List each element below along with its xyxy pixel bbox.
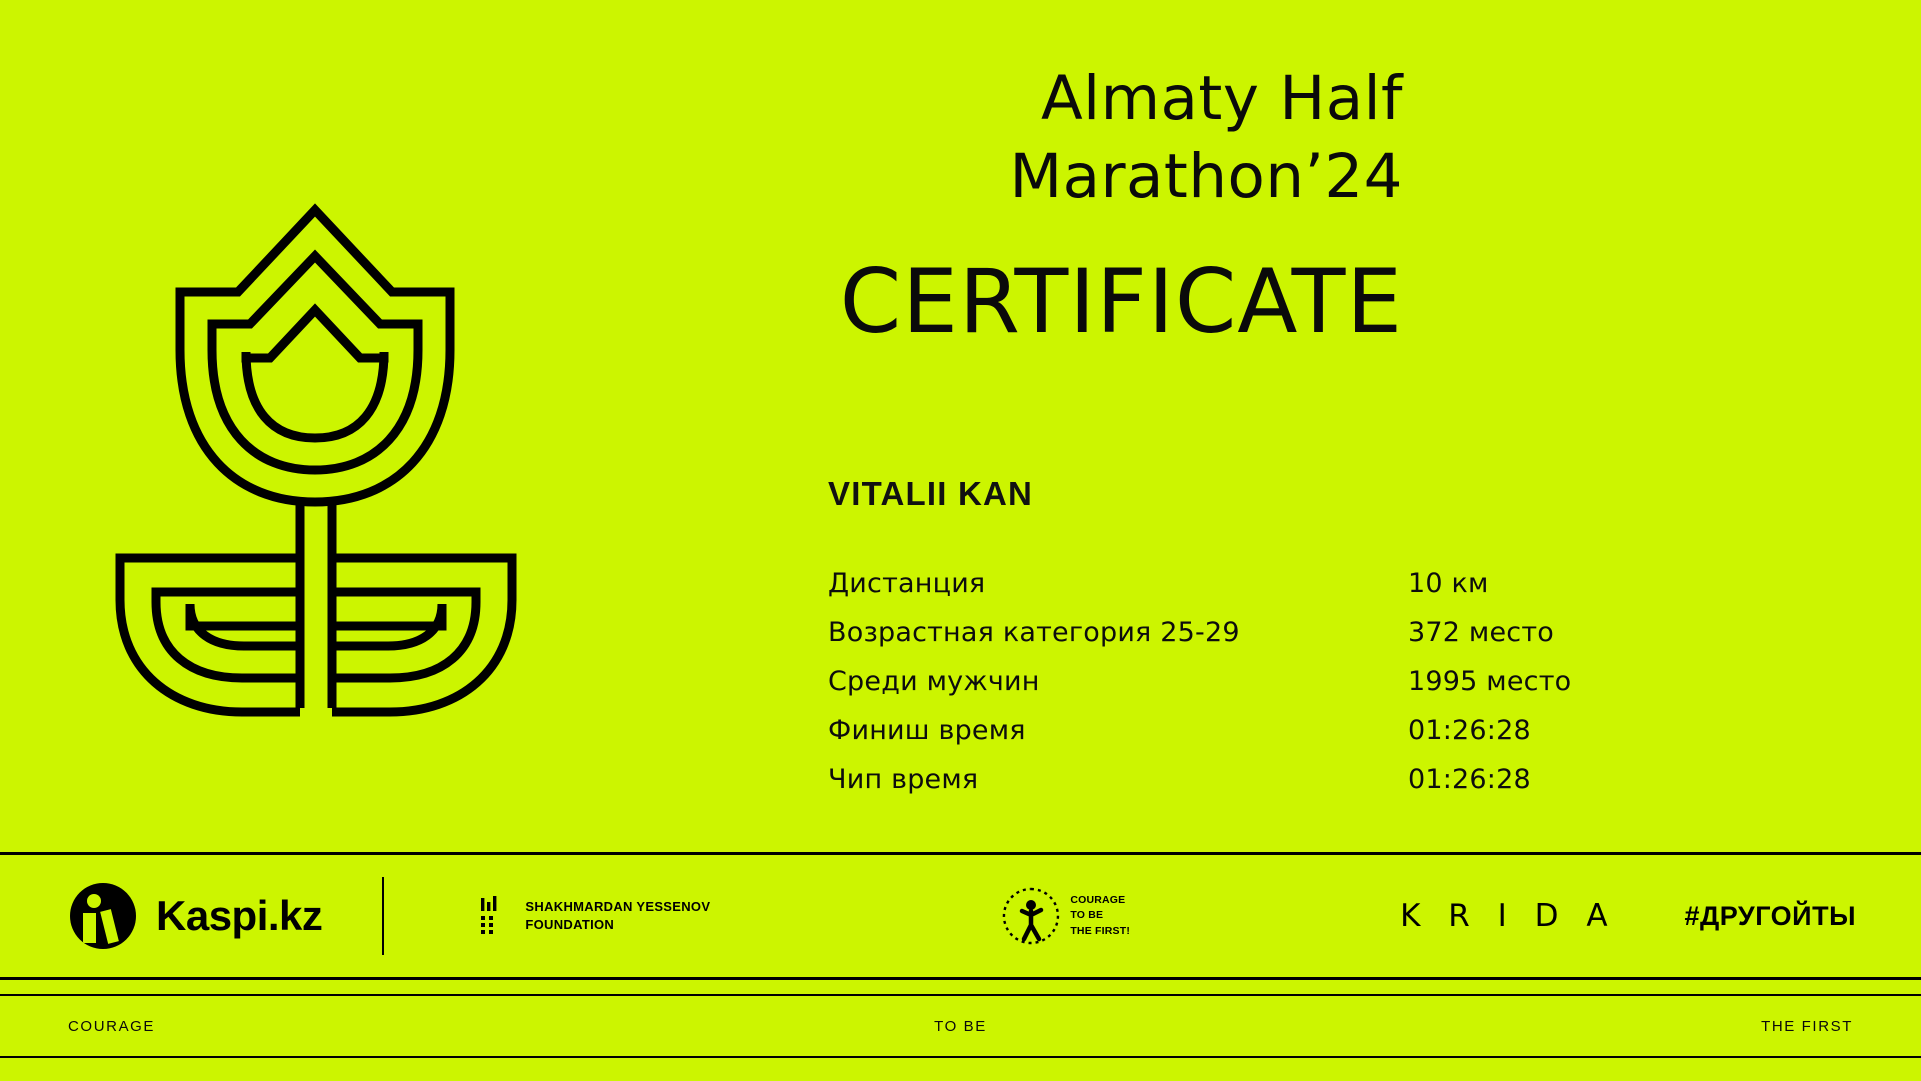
row-value: 01:26:28 xyxy=(1408,764,1531,795)
row-value: 372 место xyxy=(1408,617,1554,648)
courage-fund-text xyxy=(1070,893,1130,939)
sponsor-divider xyxy=(382,877,384,955)
yessenov-line-1: SHAKHMARDAN YESSENOV xyxy=(525,899,711,915)
kaspi-logo-icon xyxy=(70,883,136,949)
row-label: Чип время xyxy=(828,764,979,795)
motto-right: THE FIRST xyxy=(1761,1017,1853,1035)
row-label: Финиш время xyxy=(828,715,1026,746)
courage-fund-line-3: THE FIRST! xyxy=(1070,924,1131,937)
athlete-name: VITALII KAN xyxy=(828,475,1034,512)
title-block xyxy=(23,60,1403,354)
row-label: Возрастная категория 25-29 xyxy=(828,617,1240,648)
sponsor-kaspi xyxy=(70,883,322,949)
table-row xyxy=(828,568,1648,599)
row-value: 10 км xyxy=(1408,568,1489,599)
document-type-title: CERTIFICATE xyxy=(839,250,1403,354)
sponsor-drugoyty-label: #ДРУГОЙТЫ xyxy=(1684,900,1856,931)
kaspi-label: Kaspi.kz xyxy=(156,892,323,939)
sponsor-krida-label: K R I D A xyxy=(1400,898,1617,934)
result-details xyxy=(828,475,1688,813)
sponsor-strip xyxy=(0,855,1921,977)
yessenov-line-2: FOUNDATION xyxy=(525,917,615,932)
yessenov-text xyxy=(525,898,710,933)
divider-motto-bottom xyxy=(0,1056,1921,1058)
table-row xyxy=(828,666,1648,697)
row-label: Среди мужчин xyxy=(828,666,1040,697)
table-row xyxy=(828,715,1648,746)
yessenov-foundation-icon xyxy=(479,896,513,936)
row-value: 01:26:28 xyxy=(1408,715,1531,746)
sponsor-yessenov xyxy=(479,896,710,936)
row-value: 1995 место xyxy=(1408,666,1572,697)
courage-fund-line-2: TO BE xyxy=(1070,909,1104,922)
strip-spacer xyxy=(0,980,1921,994)
sponsor-courage-fund xyxy=(1000,885,1130,947)
result-rows xyxy=(828,568,1648,795)
footer-motto xyxy=(0,996,1921,1056)
event-title-line-2: Marathon’24 xyxy=(1009,141,1403,213)
motto-left: COURAGE xyxy=(68,1017,156,1035)
table-row xyxy=(828,617,1648,648)
row-label: Дистанция xyxy=(828,568,986,599)
courage-fund-line-1: COURAGE xyxy=(1070,894,1126,907)
table-row xyxy=(828,764,1648,795)
courage-runner-icon xyxy=(1000,885,1062,947)
event-title-line-1: Almaty Half xyxy=(1040,63,1403,134)
motto-center: TO BE xyxy=(934,1017,987,1035)
